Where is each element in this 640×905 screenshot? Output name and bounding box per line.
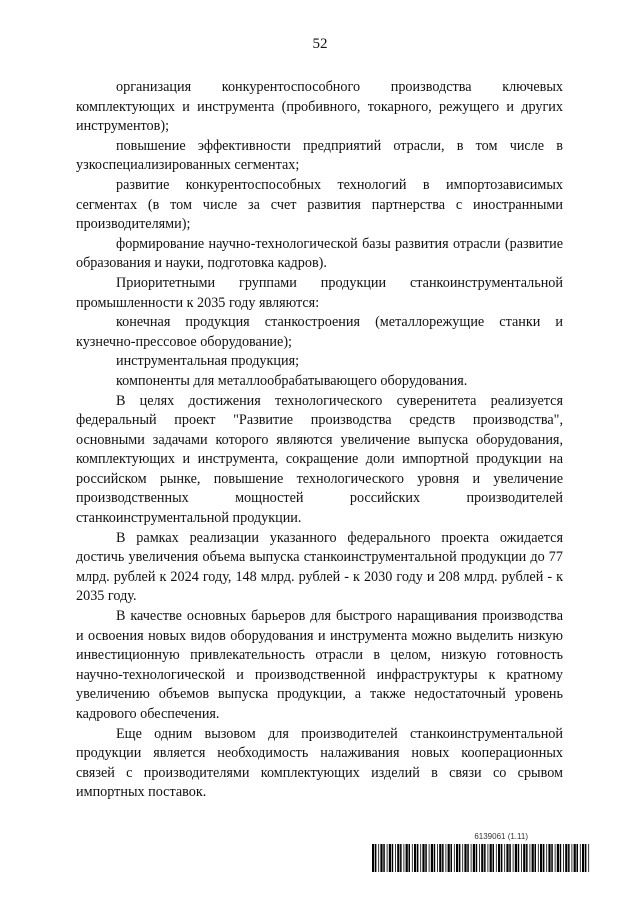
barcode xyxy=(372,844,590,872)
paragraph-3: развитие конкурентоспособных технологий в импортозависимых сегментах (в том числе за счет развития партнерства с иностранными производителями); xyxy=(76,176,563,233)
paragraph-12: Еще одним вызовом для производителей станкоинструментальной продукции является необходимость налаживания новых кооперационных связей с производителями комплектующих изделий в связи со срывом импортных поставок. xyxy=(76,725,563,801)
paragraph-1: организация конкурентоспособного производства ключевых комплектующих и инструмента (пробивного, токарного, режущего и других инструментов); xyxy=(76,79,563,135)
paragraph-2: повышение эффективности предприятий отрасли, в том числе в узкоспециализированных сегментах; xyxy=(76,137,563,174)
paragraph-10: В рамках реализации указанного федерального проекта ожидается достичь увеличения объема выпуска станкоинструментальной продукции до 77 млрд. рублей к 2024 году, 148 млрд. рублей - к 2030 году и 208 млрд. рублей - к 2035 году. xyxy=(76,529,563,605)
paragraph-9: В целях достижения технологического суверенитета реализуется федеральный проект "Развитие производства средств производства", основными задачами которого являются увеличение выпуска оборудования, комплектующих и инструмента, сокращение доли импортной продукции на российском рынке, повышение технологического уровня и увеличение производственных мощностей российских производителей станкоинструментальной продукции. xyxy=(76,392,563,527)
paragraph-5: Приоритетными группами продукции станкоинструментальной промышленности к 2035 году являются: xyxy=(76,274,563,311)
barcode-id: 6139061 (1.11) xyxy=(474,832,528,841)
barcode-block xyxy=(372,832,590,882)
paragraph-6: конечная продукция станкостроения (металлорежущие станки и кузнечно-прессовое оборудование); xyxy=(76,314,563,350)
page-number: 52 xyxy=(312,36,328,52)
paragraph-7: инструментальная продукция; xyxy=(116,353,300,370)
paragraph-8: компоненты для металлообрабатывающего оборудования. xyxy=(116,372,468,389)
paragraph-11: В качестве основных барьеров для быстрого наращивания производства и освоения новых видов оборудования и инструмента можно выделить низкую инвестиционную привлекательность отрасли в целом, низкую готовность научно-технологической и производственной инфраструктуры к кратному увеличению объемов выпуска продукции, а также недостаточный уровень кадрового обеспечения. xyxy=(76,608,563,722)
document-body xyxy=(76,78,563,803)
paragraph-4: формирование научно-технологической базы развития отрасли (развитие образования и науки, подготовка кадров). xyxy=(76,235,563,272)
